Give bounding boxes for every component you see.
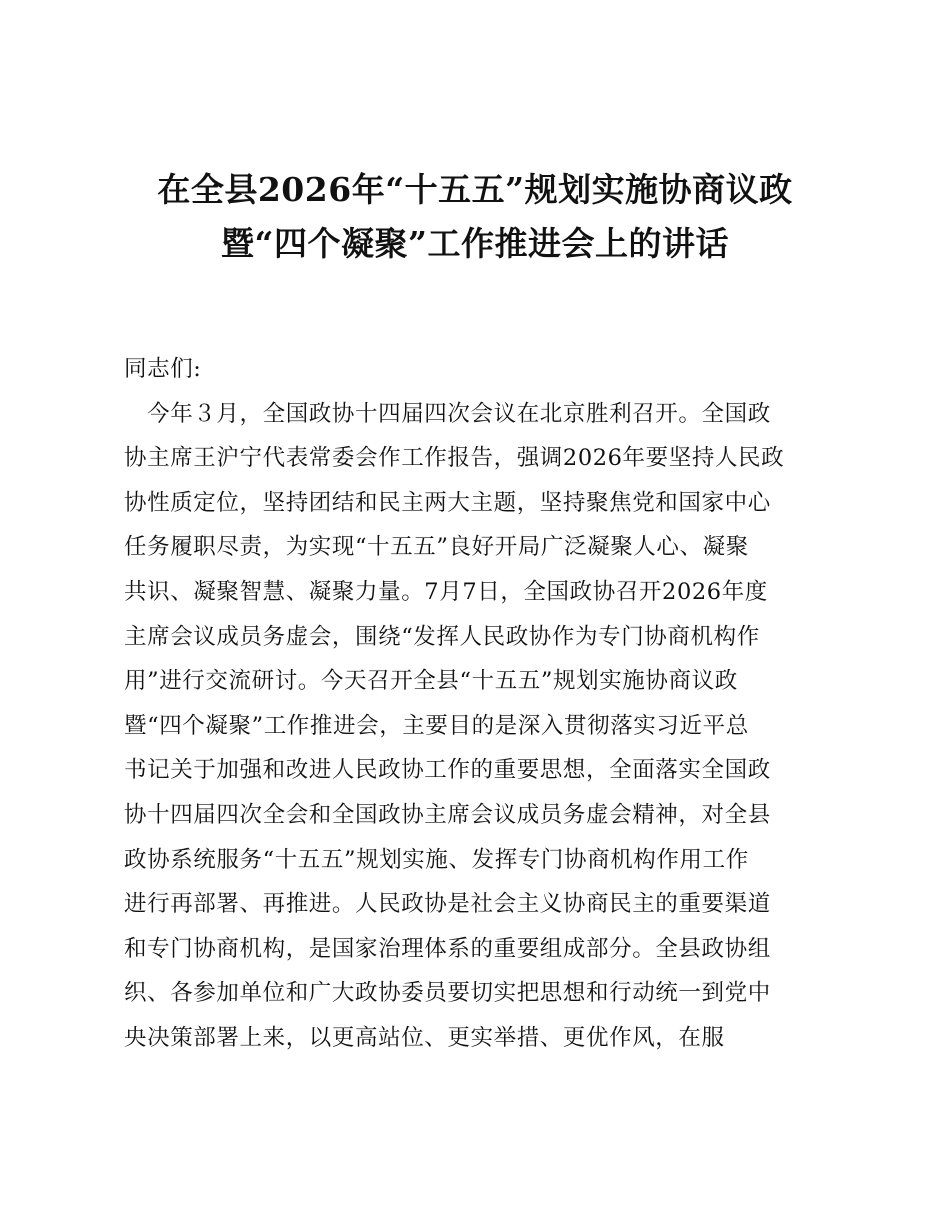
body-line: 协十四届四次全会和全国政协主席会议成员务虚会精神，对全县: [124, 801, 771, 828]
body-line: 协主席王沪宁代表常委会作工作报告，强调2026年要坚持人民政: [124, 445, 785, 472]
body-line: 暨“四个凝聚”工作推进会，主要目的是深入贯彻落实习近平总: [124, 712, 749, 739]
body-line: 织、各参加单位和广大政协委员要切实把思想和行动统一到党中: [124, 980, 771, 1007]
body-line: 用”进行交流研讨。今天召开全县“十五五”规划实施协商议政: [124, 668, 738, 695]
body-line: 政协系统服务“十五五”规划实施、发挥专门协商机构作用工作: [124, 846, 749, 873]
body-line: 共识、凝聚智慧、凝聚力量。7月7日，全国政协召开2026年度: [124, 578, 768, 605]
body-line: 央决策部署上来，以更高站位、更实举措、更优作风，在服: [124, 1024, 725, 1051]
salutation: 同志们:: [124, 356, 202, 382]
body-line: 和专门协商机构，是国家治理体系的重要组成部分。全县政协组: [124, 935, 771, 962]
document-body: [124, 347, 834, 1061]
body-line: 书记关于加强和改进人民政协工作的重要思想，全面落实全国政: [124, 757, 771, 784]
document-title: [100, 163, 850, 271]
title-line-2: 暨“四个凝聚”工作推进会上的讲话: [221, 224, 729, 263]
body-line: 进行再部署、再推进。人民政协是社会主义协商民主的重要渠道: [124, 891, 771, 918]
body-line: 今年３月，全国政协十四届四次会议在北京胜利召开。全国政: [124, 400, 771, 427]
body-line: 主席会议成员务虚会，围绕“发挥人民政协作为专门协商机构作: [124, 623, 760, 650]
body-line: 协性质定位，坚持团结和民主两大主题，坚持聚焦党和国家中心: [124, 489, 771, 516]
body-line: 任务履职尽责，为实现“十五五”良好开局广泛凝聚人心、凝聚: [124, 534, 749, 561]
title-line-1: 在全县2026年“十五五”规划实施协商议政: [157, 170, 793, 209]
